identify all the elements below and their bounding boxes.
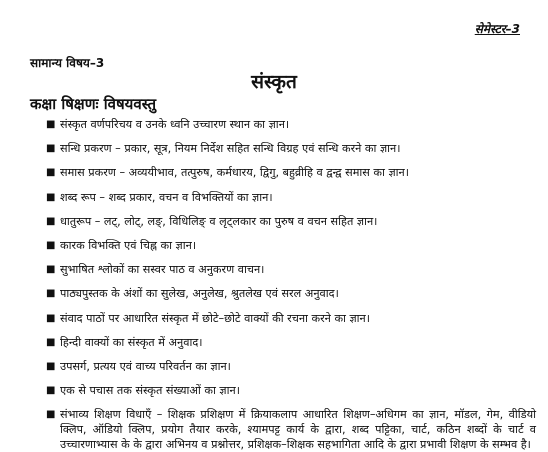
- list-item-text: संवाद पाठों पर आधारित संस्कृत में छोटे–छोटे वाक्यों की रचना करने का ज्ञान।: [60, 311, 371, 325]
- list-item-text: शब्द रूप – शब्द प्रकार, वचन व विभक्तियों का ज्ञान।: [60, 190, 273, 204]
- bullet-icon: ■: [46, 336, 56, 348]
- list-item: [46, 262, 536, 286]
- list-item: [46, 141, 536, 165]
- list-item-text: धातुरूप – लट्, लोट्, लङ्, विधिलिङ् व लृट्लकार का पुरुष व वचन सहित ज्ञान।: [60, 214, 378, 228]
- list-item: [46, 117, 536, 141]
- bullet-icon: ■: [46, 215, 56, 227]
- bullet-icon: ■: [46, 312, 56, 324]
- list-item-text: समास प्रकरण – अव्ययीभाव, तत्पुरुष, कर्मधारय, द्विगु, बहुव्रीहि व द्वन्द्व समास का ज्ञान।: [60, 166, 409, 180]
- list-item-text: संस्कृत वर्णपरिचय व उनके ध्वनि उच्चारण स्थान का ज्ञान।: [60, 118, 290, 131]
- bullet-icon: ■: [46, 264, 56, 276]
- list-item: [46, 286, 536, 310]
- list-item: [46, 214, 536, 238]
- list-item-text: एक से पचास तक संस्कृत संख्याओं का ज्ञान।: [60, 384, 240, 398]
- bullet-icon: ■: [46, 385, 56, 397]
- bullet-icon: ■: [46, 288, 56, 300]
- section-title: कक्षा षिक्षणः विषयवस्तु: [30, 95, 157, 113]
- list-item: [46, 165, 536, 189]
- list-item: [46, 407, 536, 452]
- list-item-text: कारक विभक्ति एवं चिह्न का ज्ञान।: [60, 238, 197, 252]
- content-list: [46, 117, 536, 452]
- bullet-icon: ■: [46, 191, 56, 203]
- list-item-text: हिन्दी वाक्यों का संस्कृत में अनुवाद।: [60, 335, 203, 349]
- list-item-text: उपसर्ग, प्रत्यय एवं वाच्य परिवर्तन का ज्ञान।: [60, 359, 231, 373]
- bullet-icon: ■: [46, 119, 56, 130]
- semester-heading: सेमेस्टर–3: [474, 22, 520, 36]
- list-item-text: पाठ्यपुस्तक के अंशों का सुलेख, अनुलेख, श्रुतलेख एवं सरल अनुवाद।: [60, 287, 339, 301]
- bullet-icon: ■: [46, 409, 56, 421]
- bullet-icon: ■: [46, 143, 56, 155]
- list-item-text: संभाव्य शिक्षण विधाएँ – शिक्षक प्रशिक्षण में क्रियाकलाप आधारित शिक्षण–अधिगम का ज्ञान, मॉडल, गेम, वीडियो क्लिप, ऑडियो क्लिप, प्रयोग तैयार करके, श्यामपट्ट कार्य के द्वारा, शब्द पट्टिका, चार्ट, कठिन शब्दों के चार्ट व उच्चारणाभ्यास के के द्वारा अभिनय व प्रश्नोत्तर, प्रशिक्षक–शिक्षक सहभागिता आदि के द्वारा प्रभावी शिक्षण के सम्भव है।: [60, 408, 536, 452]
- list-item-text: सुभाषित श्लोकों का सस्वर पाठ व अनुकरण वाचन।: [60, 263, 265, 277]
- list-item: [46, 383, 536, 407]
- page-title: संस्कृत: [251, 71, 297, 93]
- bullet-icon: ■: [46, 239, 56, 251]
- list-item: [46, 335, 536, 359]
- bullet-icon: ■: [46, 360, 56, 372]
- subject-heading: सामान्य विषय–3: [30, 56, 105, 70]
- list-item-text: सन्धि प्रकरण – प्रकार, सूत्र, नियम निर्देश सहित सन्धि विग्रह एवं सन्धि करने का ज्ञान।: [60, 142, 401, 156]
- bullet-icon: ■: [46, 167, 56, 179]
- list-item: [46, 311, 536, 335]
- list-item: [46, 238, 536, 262]
- list-item: [46, 359, 536, 383]
- list-item: [46, 190, 536, 214]
